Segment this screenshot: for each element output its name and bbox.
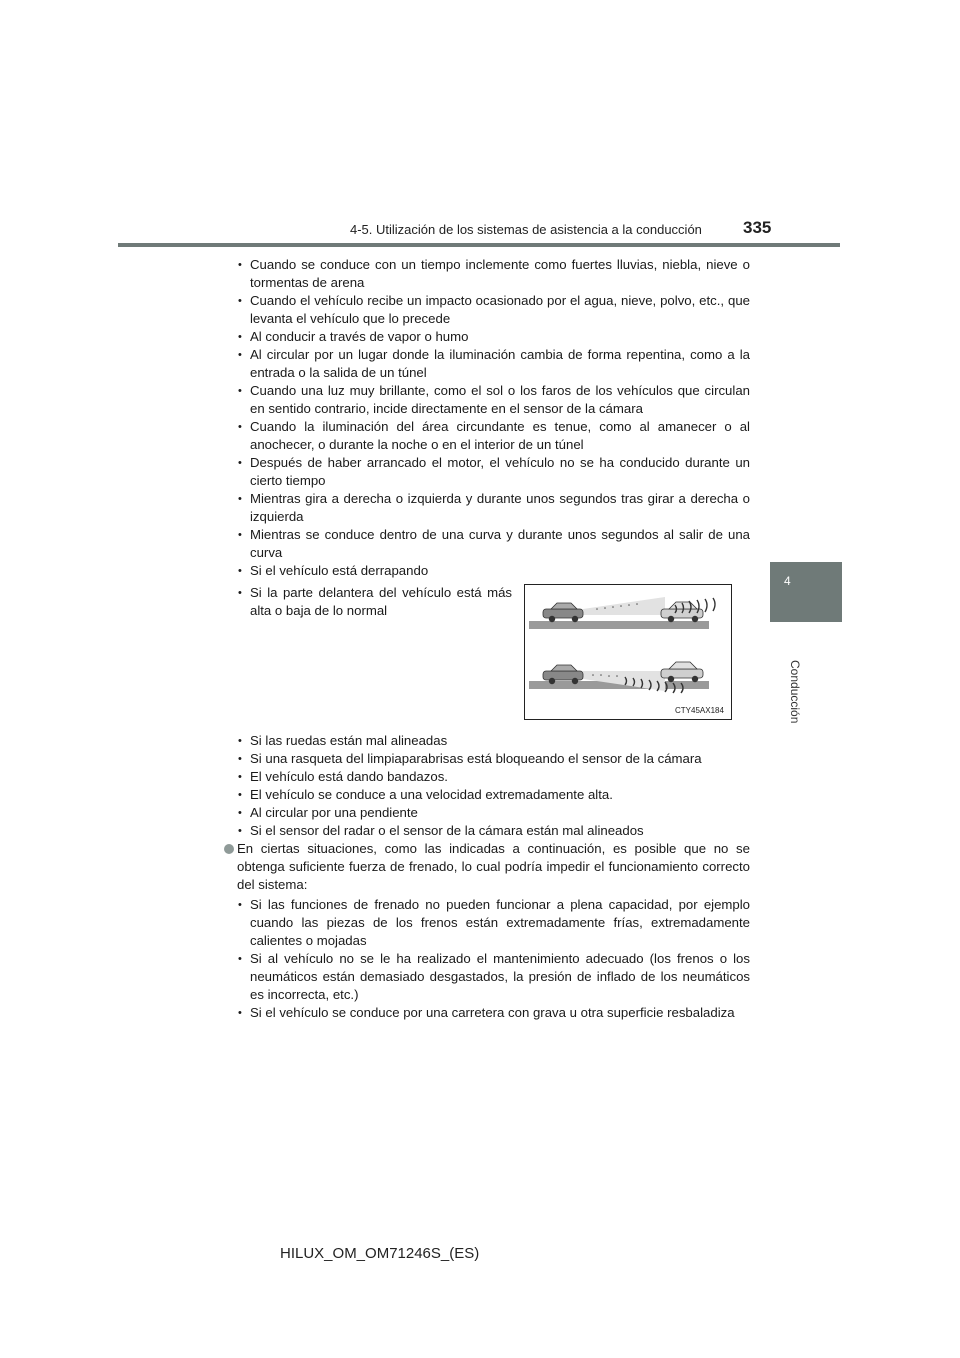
list-item: • Si la parte delantera del vehículo está más alta o baja de lo normal [232, 584, 512, 620]
list-item: • Al circular por un lugar donde la iluminación cambia de forma repentina, como a la entrada o la salida de un túnel [232, 346, 750, 382]
list-item: • Si el sensor del radar o el sensor de la cámara están mal alineados [232, 822, 750, 840]
list-item: • Cuando el vehículo recibe un impacto ocasionado por el agua, nieve, polvo, etc., que levanta el vehículo que lo precede [232, 292, 750, 328]
conditions-list [232, 256, 750, 580]
list-item: • Después de haber arrancado el motor, el vehículo no se ha conducido durante un cierto tiempo [232, 454, 750, 490]
page-number: 335 [743, 218, 772, 237]
vehicle-sensor-illustration [525, 585, 731, 719]
list-item: • Si el vehículo está derrapando [232, 562, 750, 580]
vehicle-sensor-figure [524, 584, 732, 720]
sensor-beam-top [583, 597, 665, 615]
list-item: • Mientras gira a derecha o izquierda y durante unos segundos tras girar a derecha o izquierda [232, 490, 750, 526]
car-icon [661, 662, 703, 682]
list-item: • Si al vehículo no se le ha realizado el mantenimiento adecuado (los frenos o los neumáticos están demasiado desgastados, la presión de inflado de los neumáticos es incorrecta, etc.) [232, 950, 750, 1004]
list-item: • Al conducir a través de vapor o humo [232, 328, 750, 346]
conditions-list-continued [232, 732, 750, 840]
braking-note [224, 840, 750, 894]
round-bullet-icon [224, 844, 234, 854]
document-code: HILUX_OM_OM71246S_(ES) [280, 1245, 480, 1262]
braking-conditions-list [232, 896, 750, 1022]
figure-condition-list [232, 584, 512, 620]
header-rule [118, 243, 840, 247]
list-item: • Al circular por una pendiente [232, 804, 750, 822]
list-item: • Si el vehículo se conduce por una carretera con grava u otra superficie resbaladiza [232, 1004, 750, 1022]
list-item: • Si una rasqueta del limpiaparabrisas está bloqueando el sensor de la cámara [232, 750, 750, 768]
chapter-tab-number: 4 [784, 574, 791, 588]
list-item: • Si las funciones de frenado no pueden funcionar a plena capacidad, por ejemplo cuando las piezas de los frenos están extremadamente frías, extremadamente calientes o mojadas [232, 896, 750, 950]
list-item: • Mientras se conduce dentro de una curva y durante unos segundos al salir de una curva [232, 526, 750, 562]
list-item: • El vehículo está dando bandazos. [232, 768, 750, 786]
list-item: • Cuando una luz muy brillante, como el sol o los faros de los vehículos que circulan en sentido contrario, incide directamente en el sensor de la cámara [232, 382, 750, 418]
section-title: 4-5. Utilización de los sistemas de asistencia a la conducción [350, 222, 702, 237]
braking-note-text: En ciertas situaciones, como las indicadas a continuación, es posible que no se obtenga suficiente fuerza de frenado, lo cual podría impedir el funcionamiento correcto del sistema: [237, 841, 750, 892]
chapter-tab-label: Conducción [788, 660, 802, 724]
list-item: • Cuando se conduce con un tiempo inclemente como fuertes lluvias, niebla, nieve o tormentas de arena [232, 256, 750, 292]
chapter-tab[interactable] [770, 562, 842, 622]
car-icon [543, 603, 583, 622]
list-item: • El vehículo se conduce a una velocidad extremadamente alta. [232, 786, 750, 804]
list-item: • Cuando la iluminación del área circundante es tenue, como al amanecer o al anochecer, o durante la noche o en el interior de un túnel [232, 418, 750, 454]
list-item: • Si las ruedas están mal alineadas [232, 732, 750, 750]
road-top [529, 621, 709, 629]
figure-code: CTY45AX184 [675, 706, 724, 715]
